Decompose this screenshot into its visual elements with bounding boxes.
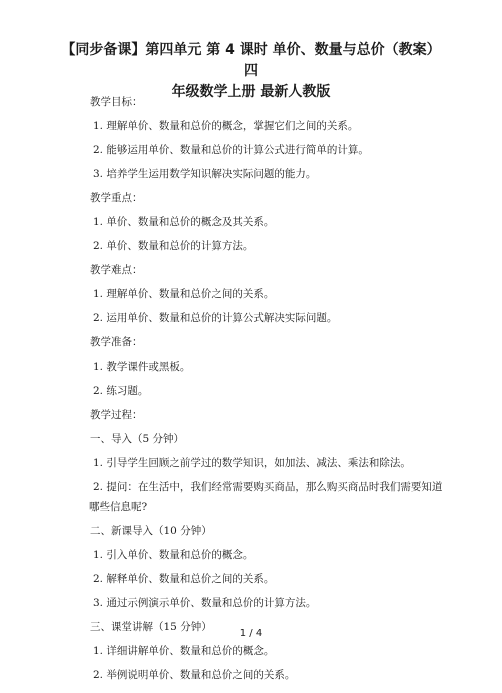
document-body <box>89 96 443 693</box>
subsection-heading: 一、导入（5 分钟） <box>90 432 185 445</box>
page-number: 1 / 4 <box>239 628 263 639</box>
list-item: 2. 举例说明单价、数量和总价之间的关系。 <box>93 669 296 682</box>
list-item: 2. 解释单价、数量和总价之间的关系。 <box>93 572 275 585</box>
list-item: 2. 能够运用单价、数量和总价的计算公式进行简单的计算。 <box>93 144 369 157</box>
subsection-heading: 三、课堂讲解（15 分钟） <box>90 620 212 633</box>
title-line-2: 年级数学上册 最新人教版 <box>171 84 331 100</box>
list-item: 1. 引入单价、数量和总价的概念。 <box>93 548 254 561</box>
list-item: 3. 培养学生运用数学知识解决实际问题的能力。 <box>93 168 317 181</box>
list-item-line-1: 2. 提问：在生活中，我们经常需要购买商品，那么购买商品时我们需要知道 <box>93 480 443 493</box>
section-heading: 教学准备： <box>90 336 143 349</box>
list-item: 3. 通过示例演示单价、数量和总价的计算方法。 <box>93 596 317 609</box>
title-line-1: 【同步备课】第四单元 第 4 课时 单价、数量与总价（教案）四 <box>61 42 441 79</box>
list-item-line-2: 哪些信息呢? <box>89 500 148 513</box>
list-item: 1. 理解单价、数量和总价之间的关系。 <box>93 288 275 301</box>
list-item-wrapped <box>89 480 443 513</box>
list-item: 1. 教学课件或黑板。 <box>93 360 191 373</box>
list-item: 1. 理解单价、数量和总价的概念，掌握它们之间的关系。 <box>93 120 359 133</box>
document-title <box>60 40 442 103</box>
list-item: 2. 运用单价、数量和总价的计算公式解决实际问题。 <box>93 312 338 325</box>
section-heading: 教学难点： <box>90 264 143 277</box>
section-heading: 教学重点： <box>90 192 143 205</box>
list-item: 2. 单价、数量和总价的计算方法。 <box>93 240 254 253</box>
list-item: 1. 引导学生回顾之前学过的数学知识，如加法、减法、乘法和除法。 <box>93 456 411 469</box>
list-item: 1. 单价、数量和总价的概念及其关系。 <box>93 216 275 229</box>
section-heading: 教学过程： <box>90 408 143 421</box>
section-heading: 教学目标： <box>90 96 143 108</box>
list-item: 2. 练习题。 <box>93 384 149 397</box>
list-item: 1. 详细讲解单价、数量和总价的概念。 <box>93 644 275 657</box>
subsection-heading: 二、新课导入（10 分钟） <box>90 524 212 537</box>
